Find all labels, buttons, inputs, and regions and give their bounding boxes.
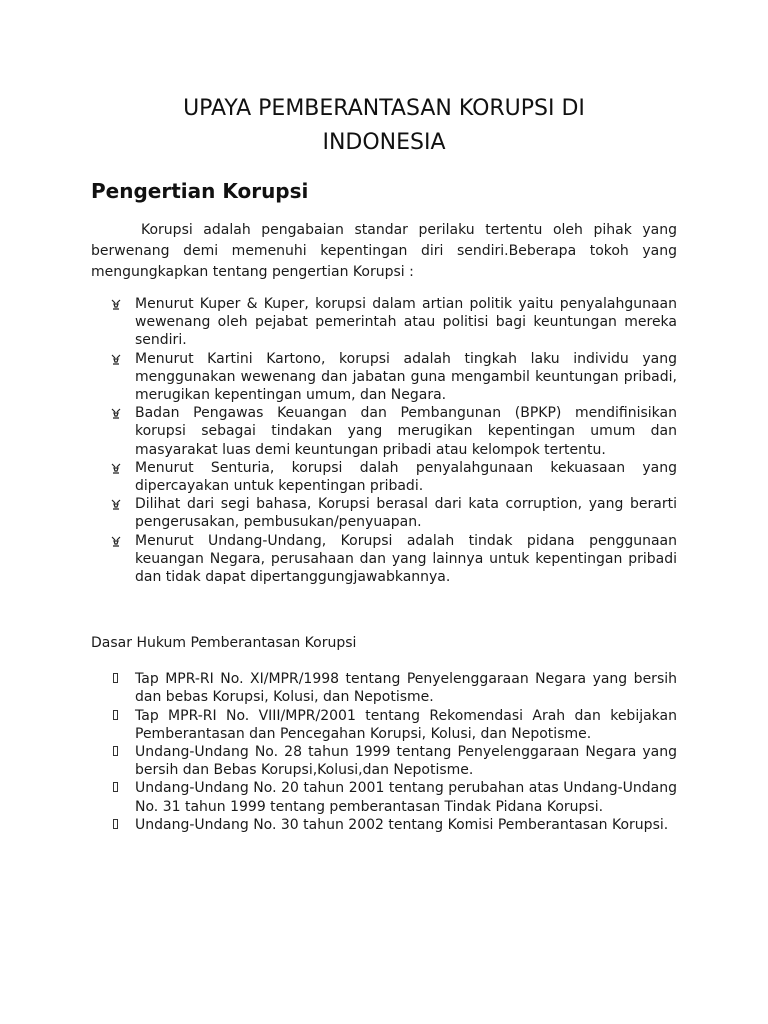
flower-bullet-icon	[111, 463, 121, 474]
definition-list	[91, 295, 677, 586]
flower-bullet-icon	[111, 536, 121, 547]
list-item-text: Undang-Undang No. 20 tahun 2001 tentang perubahan atas Undang-Undang No. 31 tahun 1999 tentang pemberantasan Tindak Pidana Korupsi.	[135, 780, 677, 815]
list-item	[91, 532, 677, 587]
title-line-1: UPAYA PEMBERANTASAN KORUPSI DI	[183, 96, 585, 121]
list-item-text: Tap MPR-RI No. XI/MPR/1998 tentang Penyelenggaraan Negara yang bersih dan bebas Korupsi, Kolusi, dan Nepotisme.	[135, 671, 677, 706]
flower-bullet-icon	[111, 354, 121, 365]
list-item	[91, 350, 677, 405]
document-page	[91, 92, 677, 834]
intro-paragraph: Korupsi adalah pengabaian standar perilaku tertentu oleh pihak yang berwenang demi memenuhi kepentingan diri sendiri.Beberapa tokoh yang mengungkapkan tentang pengertian Korupsi :	[91, 222, 677, 280]
box-bullet-icon	[113, 782, 118, 792]
list-item-text: Dilihat dari segi bahasa, Korupsi berasal dari kata corruption, yang berarti pengerusakan, pembusukan/penyuapan.	[135, 496, 677, 531]
list-item	[91, 459, 677, 495]
list-item	[91, 404, 677, 459]
section-heading-pengertian: Pengertian Korupsi	[91, 179, 309, 203]
list-item-text: Menurut Senturia, korupsi dalah penyalahgunaan kekuasaan yang dipercayakan untuk kepentingan pribadi.	[135, 459, 677, 495]
list-item	[91, 670, 677, 706]
list-item-text: Menurut Kartini Kartono, korupsi adalah tingkah laku individu yang menggunakan wewenang dan jabatan guna mengambil keuntungan pribadi, merugikan kepentingan umum, dan Negara.	[135, 350, 677, 404]
box-bullet-icon	[113, 746, 118, 756]
document-title	[91, 92, 677, 160]
box-bullet-icon	[113, 710, 118, 720]
title-line-2: INDONESIA	[322, 130, 446, 155]
flower-bullet-icon	[111, 299, 121, 310]
flower-bullet-icon	[111, 408, 121, 419]
list-item-text: Menurut Undang-Undang, Korupsi adalah tindak pidana penggunaan keuangan Negara, perusahaan dan yang lainnya untuk kepentingan pribadi dan tidak dapat dipertanggungjawabkannya.	[135, 532, 677, 586]
list-item-text: Menurut Kuper & Kuper, korupsi dalam artian politik yaitu penyalahgunaan wewenang oleh pejabat pemerintah atau politisi bagi keuntungan mereka sendiri.	[135, 296, 677, 349]
flower-bullet-icon	[111, 499, 121, 510]
list-item	[91, 495, 677, 531]
box-bullet-icon	[113, 673, 118, 683]
list-item	[91, 779, 677, 815]
list-item-text: Undang-Undang No. 30 tahun 2002 tentang Komisi Pemberantasan Korupsi.	[135, 816, 669, 833]
list-item	[91, 295, 677, 350]
box-bullet-icon	[113, 819, 118, 829]
list-item-text: Badan Pengawas Keuangan dan Pembangunan (BPKP) mendifinisikan korupsi sebagai tindakan yang merugikan kepentingan umum dan masyarakat luas demi keuntungan pribadi atau kelompok tertentu.	[135, 405, 677, 458]
list-item	[91, 743, 677, 779]
list-item-text: Undang-Undang No. 28 tahun 1999 tentang Penyelenggaraan Negara yang bersih dan Bebas Korupsi,Kolusi,dan Nepotisme.	[135, 744, 677, 779]
list-item	[91, 816, 677, 834]
list-item	[91, 707, 677, 743]
legal-basis-list	[91, 670, 677, 834]
list-item-text: Tap MPR-RI No. VIII/MPR/2001 tentang Rekomendasi Arah dan kebijakan Pemberantasan dan Pencegahan Korupsi, Kolusi, dan Nepotisme.	[135, 707, 677, 742]
section-heading-dasar-hukum: Dasar Hukum Pemberantasan Korupsi	[91, 635, 357, 652]
